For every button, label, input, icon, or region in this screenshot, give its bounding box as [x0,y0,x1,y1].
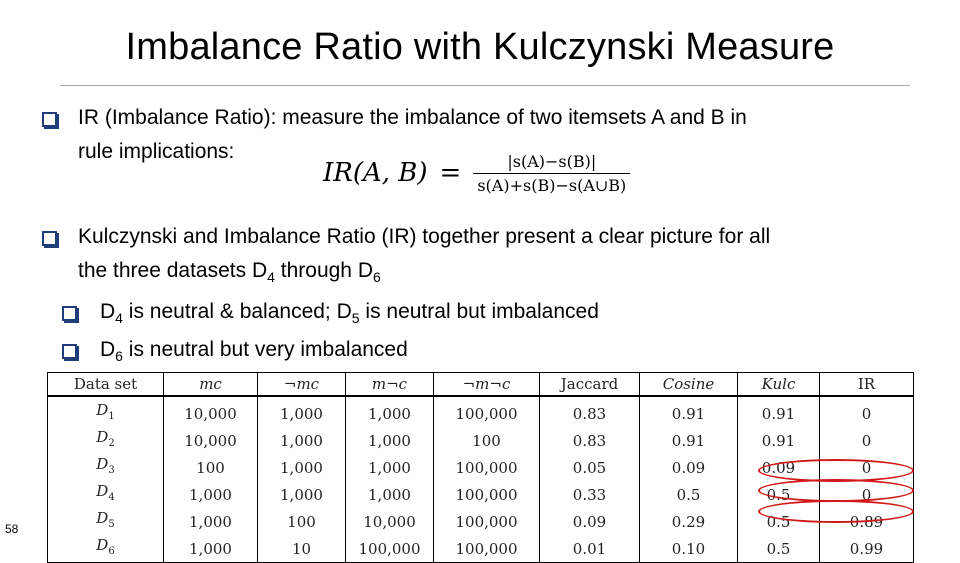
table-cell: 100,000 [434,508,540,535]
col-header: IR [820,373,914,397]
table-cell: 0.91 [738,427,820,454]
table-cell: 100,000 [434,454,540,481]
dataset-cell: $D_2$ [48,427,164,454]
formula-lhs: IR(A, B) [323,158,428,188]
table-cell: 0.91 [738,396,820,427]
highlight-oval-d5 [758,479,914,502]
table-header-row [48,373,914,397]
col-header: m¬c [346,373,434,397]
table-cell: 0 [820,427,914,454]
table-cell: 100 [164,454,258,481]
table-cell: 100 [258,508,346,535]
table-cell: 1,000 [164,535,258,563]
table-cell: 0.5 [738,535,820,563]
table-row [48,427,914,454]
col-header: ¬mc [258,373,346,397]
table-cell: 100 [434,427,540,454]
title-divider [60,85,910,86]
slide-title: Imbalance Ratio with Kulczynski Measure [125,26,835,68]
table-cell: 0.09 [738,454,820,481]
table-cell: 0.99 [820,535,914,563]
col-header: mc [164,373,258,397]
table-cell: 0.01 [540,535,640,563]
table-cell: 1,000 [258,454,346,481]
formula-denominator: s(A)+s(B)−s(A∪B) [473,173,630,195]
table-cell: 0.05 [540,454,640,481]
dataset-cell: $D_1$ [48,396,164,427]
dataset-cell: $D_3$ [48,454,164,481]
table-cell: 0.5 [738,508,820,535]
table-cell: 0.91 [640,396,738,427]
table-cell: 100,000 [434,535,540,563]
dataset-cell: $D_5$ [48,508,164,535]
table-cell: 0.89 [820,508,914,535]
col-header: Jaccard [540,373,640,397]
col-header: Kulc [738,373,820,397]
table-cell: 10,000 [164,396,258,427]
formula-fraction [473,152,630,195]
table-cell: 1,000 [346,396,434,427]
ir-formula [323,148,630,198]
bullet-2-text [78,220,770,289]
checkbox-bullet-icon [62,344,77,359]
table-cell: 0.29 [640,508,738,535]
table-cell: 0 [820,454,914,481]
page-number: 58 [5,522,19,536]
table-cell: 0.83 [540,427,640,454]
table-cell: 0 [820,481,914,508]
table-cell: 1,000 [346,427,434,454]
highlight-oval-d6 [758,500,914,523]
col-header: Cosine [640,373,738,397]
dataset-cell: $D_6$ [48,535,164,563]
table-cell: 0.33 [540,481,640,508]
table-cell: 10 [258,535,346,563]
table-cell: 0.09 [640,454,738,481]
table-cell: 1,000 [258,481,346,508]
sub-bullet-1: $D_4$ is neutral & balanced; $D_5$ is neutral but imbalanced [100,300,599,326]
table-cell: 1,000 [164,508,258,535]
table-cell: 10,000 [346,508,434,535]
col-header: ¬m¬c [434,373,540,397]
bullet-1-line-1: IR (Imbalance Ratio): measure the imbalance of two itemsets A and B in [78,106,747,129]
table-cell: 1,000 [346,454,434,481]
sub-bullet-2: $D_6$ is neutral but very imbalanced [100,338,408,364]
table-cell: 1,000 [164,481,258,508]
table-cell: 0.09 [540,508,640,535]
table-cell: 1,000 [258,396,346,427]
measures-table-container [47,372,913,558]
bullet-2-line-2: the three datasets $D_4$ through $D_6$ [78,259,381,285]
table-cell: 0.83 [540,396,640,427]
checkbox-bullet-icon [42,112,57,127]
table-cell: 100,000 [434,481,540,508]
checkbox-bullet-icon [42,231,57,246]
table-cell: 100,000 [346,535,434,563]
table-row [48,396,914,427]
dataset-cell: $D_4$ [48,481,164,508]
formula-numerator: |s(A)−s(B)| [507,151,597,171]
checkbox-bullet-icon [62,306,77,321]
col-header: Data set [48,373,164,397]
table-cell: 1,000 [258,427,346,454]
table-cell: 1,000 [346,481,434,508]
table-cell: 0.91 [640,427,738,454]
table-row [48,535,914,563]
bullet-1-line-2: rule implications: [78,140,235,163]
formula-equals: = [439,158,462,188]
table-cell: 0 [820,396,914,427]
table-cell: 10,000 [164,427,258,454]
table-cell: 0.5 [738,481,820,508]
table-cell: 0.10 [640,535,738,563]
table-cell: 100,000 [434,396,540,427]
bullet-2-line-1: Kulczynski and Imbalance Ratio (IR) together present a clear picture for all [78,225,771,248]
table-cell: 0.5 [640,481,738,508]
